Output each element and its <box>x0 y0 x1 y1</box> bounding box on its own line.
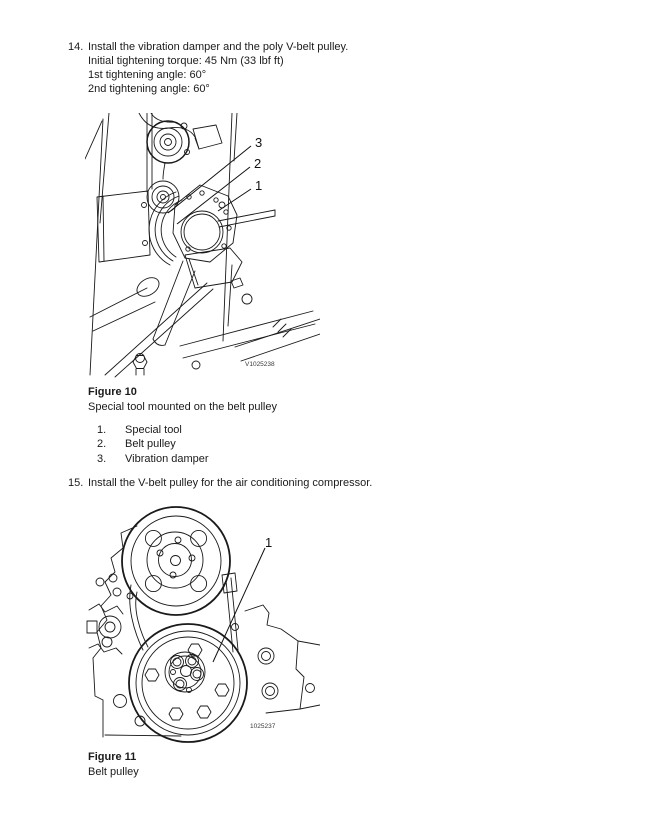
step-15-line-1: Install the V-belt pulley for the air conditioning compressor. <box>88 477 373 489</box>
step-14-number: 14. <box>68 41 84 53</box>
figure-10-callout-3: 3 <box>255 135 263 150</box>
figure-11-caption: Belt pulley <box>88 766 139 778</box>
step-14-line-3: 1st tightening angle: 60° <box>88 69 207 81</box>
figure-11-callout-1: 1 <box>265 535 273 550</box>
legend-item-number: 2. <box>97 438 107 451</box>
step-14-line-2: Initial tightening torque: 45 Nm (33 lbf ft) <box>88 55 284 67</box>
figure-11-caption-block <box>88 750 139 779</box>
figure-10-image-code: V1025238 <box>245 361 275 368</box>
step-14-text <box>88 40 608 96</box>
figure-10-title: Figure 10 <box>88 386 137 398</box>
legend-item-label: Special tool <box>125 424 182 436</box>
figure-11-image-code: 1025237 <box>250 723 276 730</box>
step-15-text <box>88 476 608 490</box>
legend-item-number: 3. <box>97 452 107 465</box>
step-15-number: 15. <box>68 477 84 489</box>
figure-11-title: Figure 11 <box>88 751 137 763</box>
legend-item-label: Vibration damper <box>125 452 209 465</box>
legend-item-label: Belt pulley <box>125 438 176 451</box>
figure-10-line-art <box>85 113 320 377</box>
step-15 <box>68 476 608 490</box>
step-14-line-4: 2nd tightening angle: 60° <box>88 83 210 95</box>
legend-item-number: 1. <box>97 424 107 436</box>
figure-10-drawing <box>85 113 320 378</box>
figure-10-callout-1: 1 <box>255 178 263 193</box>
figure-10-callout-2: 2 <box>254 156 262 171</box>
legend-row <box>97 423 209 437</box>
figure-11-line-art <box>87 507 320 742</box>
legend-row <box>97 437 209 451</box>
step-14-line-1: Install the vibration damper and the poly V-belt pulley. <box>88 41 349 53</box>
figure-10-caption: Special tool mounted on the belt pulley <box>88 401 277 413</box>
step-14 <box>68 40 608 96</box>
figure-11-drawing <box>85 500 320 745</box>
figure-10-caption-block <box>88 385 277 414</box>
legend-row <box>97 452 209 466</box>
figure-10-legend <box>97 423 209 466</box>
